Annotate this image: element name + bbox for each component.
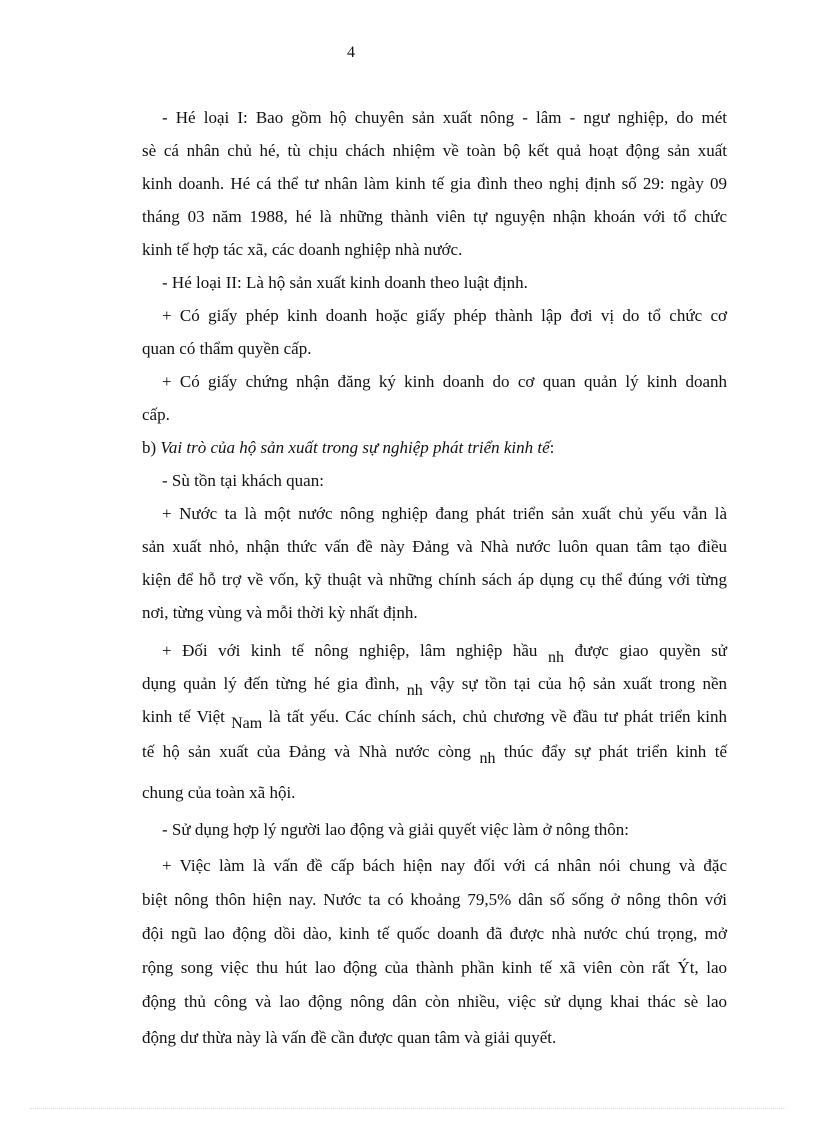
text-line: đội ngũ lao động dồi dào, kinh tế quốc doanh đã được nhà nước chú trọng, mở xyxy=(142,924,727,943)
line-fragment: nh xyxy=(479,750,496,767)
line-part: là tất yếu. Các chính sách, chủ chương về đầu tư phát triển kinh xyxy=(262,707,727,726)
section-heading xyxy=(142,437,727,459)
line-part: kinh tế Việt xyxy=(142,707,232,726)
section-title: Vai trò của hộ sản xuất trong sự nghiệp phát triển kinh tế xyxy=(160,438,550,457)
text-line: kiện để hỗ trợ về vốn, kỹ thuật và những chính sách áp dụng cụ thể đúng với từng xyxy=(142,570,727,589)
text-line: kinh tế hợp tác xã, các doanh nghiệp nhà nước. xyxy=(142,240,463,259)
text-line: - Sù tồn tại khách quan: xyxy=(162,471,324,490)
line-part: thúc đẩy sự phát triển kinh tế xyxy=(495,742,727,761)
text-line: - Hé loại I: Bao gồm hộ chuyên sản xuất nông - lâm - ngư nghiệp, do mét xyxy=(162,108,727,127)
text-line: tháng 03 năm 1988, hé là những thành viên tự nguyện nhận khoán với tổ chức xyxy=(142,207,727,226)
line-part: dụng quản lý đến từng hé gia đình, xyxy=(142,674,407,693)
line-part: vậy sự tồn tại của hộ sản xuất trong nền xyxy=(422,674,727,693)
page-bottom-divider xyxy=(30,1108,786,1109)
text-line: sè cá nhân chủ hé, tù chịu chách nhiệm về toàn bộ kết quả hoạt động sản xuất xyxy=(142,141,727,160)
line-part: tế hộ sản xuất của Đảng và Nhà nước còng xyxy=(142,742,480,761)
text-line xyxy=(142,741,727,767)
page-number: 4 xyxy=(347,44,355,61)
text-line: kinh doanh. Hé cá thể tư nhân làm kinh tế gia đình theo nghị định số 29: ngày 09 xyxy=(142,174,727,193)
line-part: được giao quyền sử xyxy=(563,641,727,660)
text-line: quan có thẩm quyền cấp. xyxy=(142,339,312,358)
text-line: động thủ công và lao động nông dân còn nhiều, việc sử dụng khai thác sè lao xyxy=(142,992,727,1011)
line-part: + Đối với kinh tế nông nghiệp, lâm nghiệp hầu xyxy=(162,641,548,660)
text-line xyxy=(142,673,727,699)
text-line: chung của toàn xã hội. xyxy=(142,783,296,802)
section-label: b) xyxy=(142,438,161,457)
section-colon: : xyxy=(549,438,555,457)
text-line: - Hé loại II: Là hộ sản xuất kinh doanh theo luật định. xyxy=(162,273,528,292)
text-line: biệt nông thôn hiện nay. Nước ta có khoảng 79,5% dân số sống ở nông thôn với xyxy=(142,890,727,909)
line-fragment: nh xyxy=(406,682,423,699)
text-line: rộng song việc thu hút lao động của thành phần kinh tế xã viên còn rất Ýt, lao xyxy=(142,958,727,977)
text-line: + Có giấy phép kinh doanh hoặc giấy phép thành lập đơi vị do tổ chức cơ xyxy=(162,306,727,325)
text-line: cấp. xyxy=(142,405,170,424)
line-fragment: nh xyxy=(547,649,564,666)
text-line: + Có giấy chứng nhận đăng ký kinh doanh do cơ quan quản lý kinh doanh xyxy=(162,372,727,391)
text-line xyxy=(142,706,727,732)
line-fragment: Nam xyxy=(231,715,263,732)
text-line: sản xuất nhỏ, nhận thức vấn đề này Đảng và Nhà nước luôn quan tâm tạo điều xyxy=(142,537,727,556)
text-line xyxy=(162,640,727,666)
text-line: - Sử dụng hợp lý người lao động và giải quyết việc làm ở nông thôn: xyxy=(162,820,630,839)
text-line: nơi, từng vùng và mỗi thời kỳ nhất định. xyxy=(142,603,418,622)
text-line: + Nước ta là một nước nông nghiệp đang phát triển sản xuất chủ yếu vẫn là xyxy=(162,504,727,523)
text-line: + Việc làm là vấn đề cấp bách hiện nay đối với cá nhân nói chung và đặc xyxy=(162,856,727,875)
text-line: động dư thừa này là vấn đề cần được quan tâm và giải quyết. xyxy=(142,1028,557,1047)
